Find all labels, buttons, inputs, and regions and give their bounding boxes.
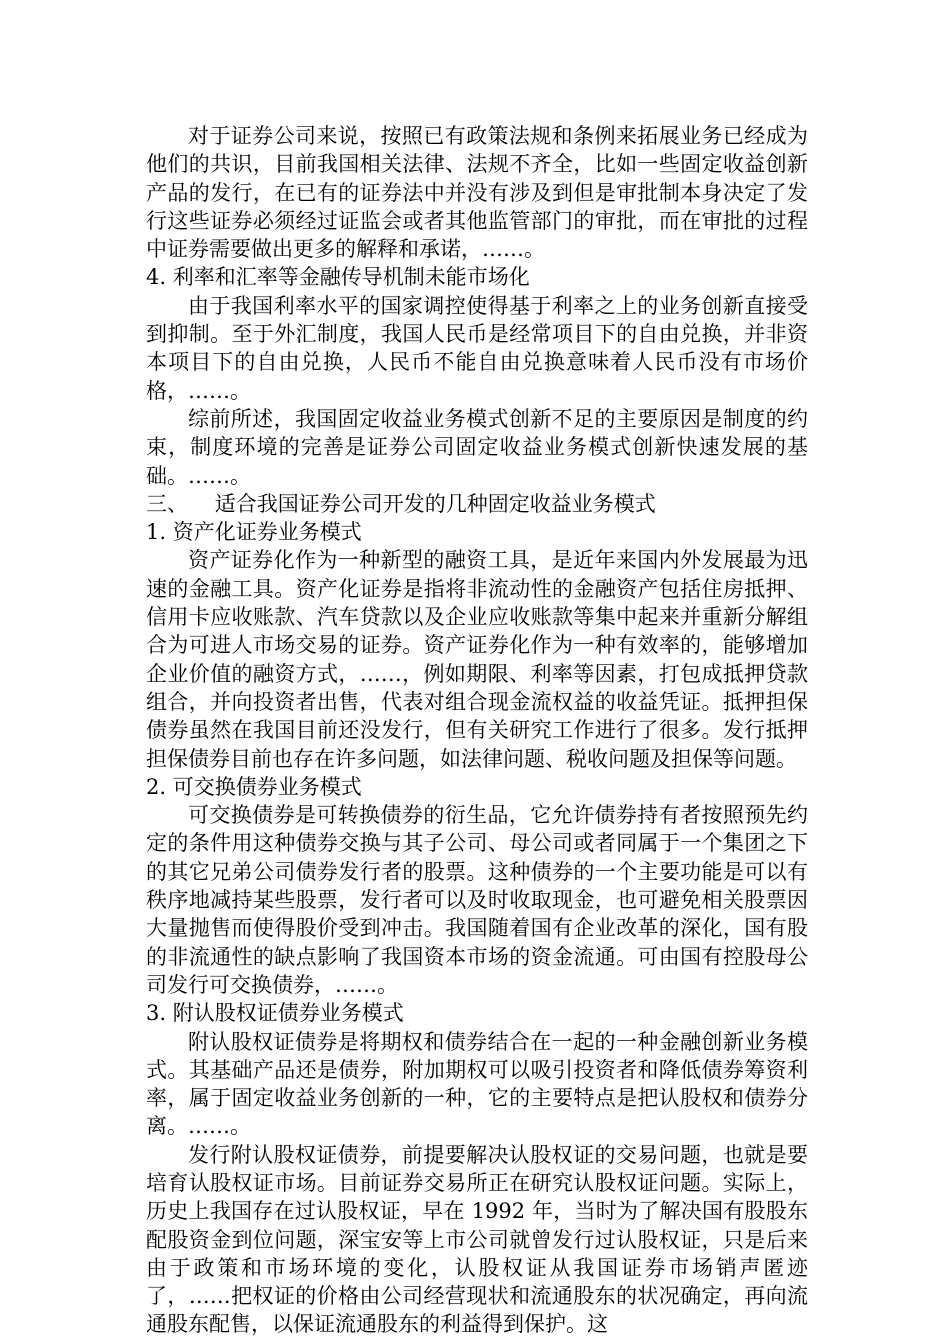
paragraph-warrant-market: 发行附认股权证债券，前提要解决认股权证的交易问题，也就是要培育认股权证市场。目前证券交易所正在研究认股权证问题。实际上，历史上我国存在过认股权证，早在 1992 年，当时为了解决国有股股东配股资金到位问题，深宝安等上市公司就曾发行过认股权证，只是后来由于政策和市场环境的变化，认股权证从我国证券市场销声匿迹了，……把权证的价格由公司经营现状和流通股东的状况确定，再向流通股东配售，以保证流通股东的利益得到保护。这 bbox=[146, 1142, 808, 1337]
heading-asset-securitization: 1. 资产化证券业务模式 bbox=[146, 520, 362, 545]
paragraph-exchangeable-bonds: 可交换债券是可转换债券的衍生品，它允许债券持有者按照预先约定的条件用这种债券交换与其子公司、母公司或者同属于一个集团之下的其它兄弟公司债券发行者的股票。这种债券的一个主要功能是可以有秩序地减持某些股票，发行者可以及时收取现金，也可避免相关股票因大量抛售而使得股价受到冲击。我国随着国有企业改革的深化，国有股的非流通性的缺点影响了我国资本市场的资金流通。可由国有控股母公司发行可交换债券，……。 bbox=[146, 803, 808, 997]
paragraph-asset-securitization: 资产证券化作为一种新型的融资工具，是近年来国内外发展最为迅速的金融工具。资产化证券是指将非流动性的金融资产包括住房抵押、信用卡应收账款、汽车贷款以及企业应收账款等集中起来并重新分解组合为可进人市场交易的证券。资产证券化作为一种有效率的，能够增加企业价值的融资方式，……，例如期限、利率等因素，打包成抵押贷款组合，并向投资者出售，代表对组合现金流权益的收益凭证。抵押担保债券虽然在我国目前还没发行，但有关研究工作进行了很多。发行抵押担保债券目前也存在许多问题，如法律问题、税收问题及担保等问题。 bbox=[146, 548, 808, 771]
document-body bbox=[146, 122, 808, 1339]
section-heading-business-models: 三、 适合我国证券公司开发的几种固定收益业务模式 bbox=[146, 491, 656, 516]
heading-exchangeable-bonds: 2. 可交换债券业务模式 bbox=[146, 774, 362, 799]
paragraph-interest-rate-control: 由于我国利率水平的国家调控使得基于利率之上的业务创新直接受到抑制。至于外汇制度，我国人民币是经常项目下的自由兑换，并非资本项目下的自由兑换，人民币不能自由兑换意味着人民币没有市场价格，……。 bbox=[146, 293, 808, 403]
heading-interest-rate-mechanism: 4. 利率和汇率等金融传导机制未能市场化 bbox=[146, 265, 530, 290]
paragraph-summary: 综前所述，我国固定收益业务模式创新不足的主要原因是制度的约束，制度环境的完善是证券公司固定收益业务模式创新快速发展的基础。……。 bbox=[146, 406, 808, 488]
paragraph-legal-environment: 对于证券公司来说，按照已有政策法规和条例来拓展业务已经成为他们的共识，目前我国相关法律、法规不齐全，比如一些固定收益创新产品的发行，在已有的证券法中并没有涉及到但是审批制本身决定了发行这些证券必须经过证监会或者其他监管部门的审批，而在审批的过程中证券需要做出更多的解释和承诺，……。 bbox=[146, 124, 808, 262]
heading-warrant-bonds: 3. 附认股权证债券业务模式 bbox=[146, 1001, 404, 1026]
paragraph-warrant-bonds: 附认股权证债券是将期权和债券结合在一起的一种金融创新业务模式。其基础产品还是债券，附加期权可以吸引投资者和降低债券筹资利率，属于固定收益业务创新的一种，它的主要特点是把认股权和债券分离。……。 bbox=[146, 1029, 808, 1139]
